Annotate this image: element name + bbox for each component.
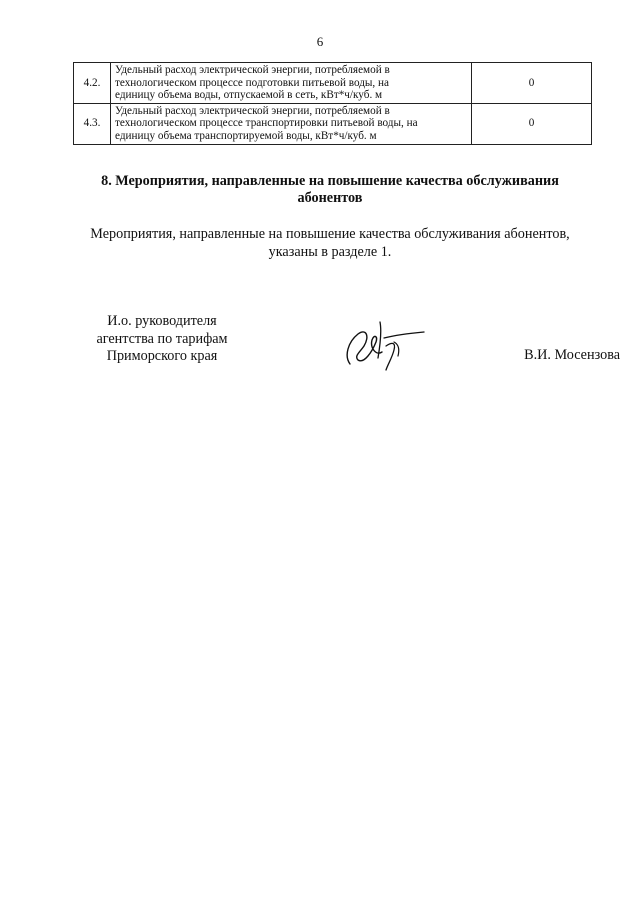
row-number: 4.3. [74, 103, 111, 144]
row-description [111, 63, 472, 104]
section-text-line: указаны в разделе 1. [268, 244, 392, 260]
table-row [74, 63, 592, 104]
signer-position-line: И.о. руководителя [107, 313, 217, 329]
row-value: 0 [472, 103, 592, 144]
row-value: 0 [472, 63, 592, 104]
section-title [60, 173, 600, 207]
indicators-table [73, 62, 592, 145]
description-line: Удельный расход электрической энергии, потребляемой в [115, 64, 390, 76]
section-text-line: Мероприятия, направленные на повышение качества обслуживания абонентов, [90, 226, 570, 242]
section-title-line: 8. Мероприятия, направленные на повышение качества обслуживания [101, 173, 559, 189]
row-description [111, 103, 472, 144]
table-row [74, 103, 592, 144]
row-number: 4.2. [74, 63, 111, 104]
description-line: Удельный расход электрической энергии, потребляемой в [115, 104, 390, 117]
section-text [60, 225, 600, 261]
handwritten-signature [340, 312, 430, 374]
signer-position [62, 313, 262, 366]
section-title-line: абонентов [297, 190, 363, 206]
description-line: единицу объема воды, отпускаемой в сеть, кВт*ч/куб. м [115, 89, 383, 102]
signer-position-line: агентства по тарифам [96, 330, 228, 347]
description-line: технологическом процессе транспортировки питьевой воды, на [115, 117, 418, 130]
page-number: 6 [316, 34, 324, 49]
signer-name: В.И. Мосензова [524, 347, 620, 363]
description-line: единицу объема транспортируемой воды, кВт*ч/куб. м [115, 129, 377, 142]
description-line: технологическом процессе подготовки питьевой воды, на [115, 76, 389, 89]
signer-position-line: Приморского края [106, 348, 218, 364]
